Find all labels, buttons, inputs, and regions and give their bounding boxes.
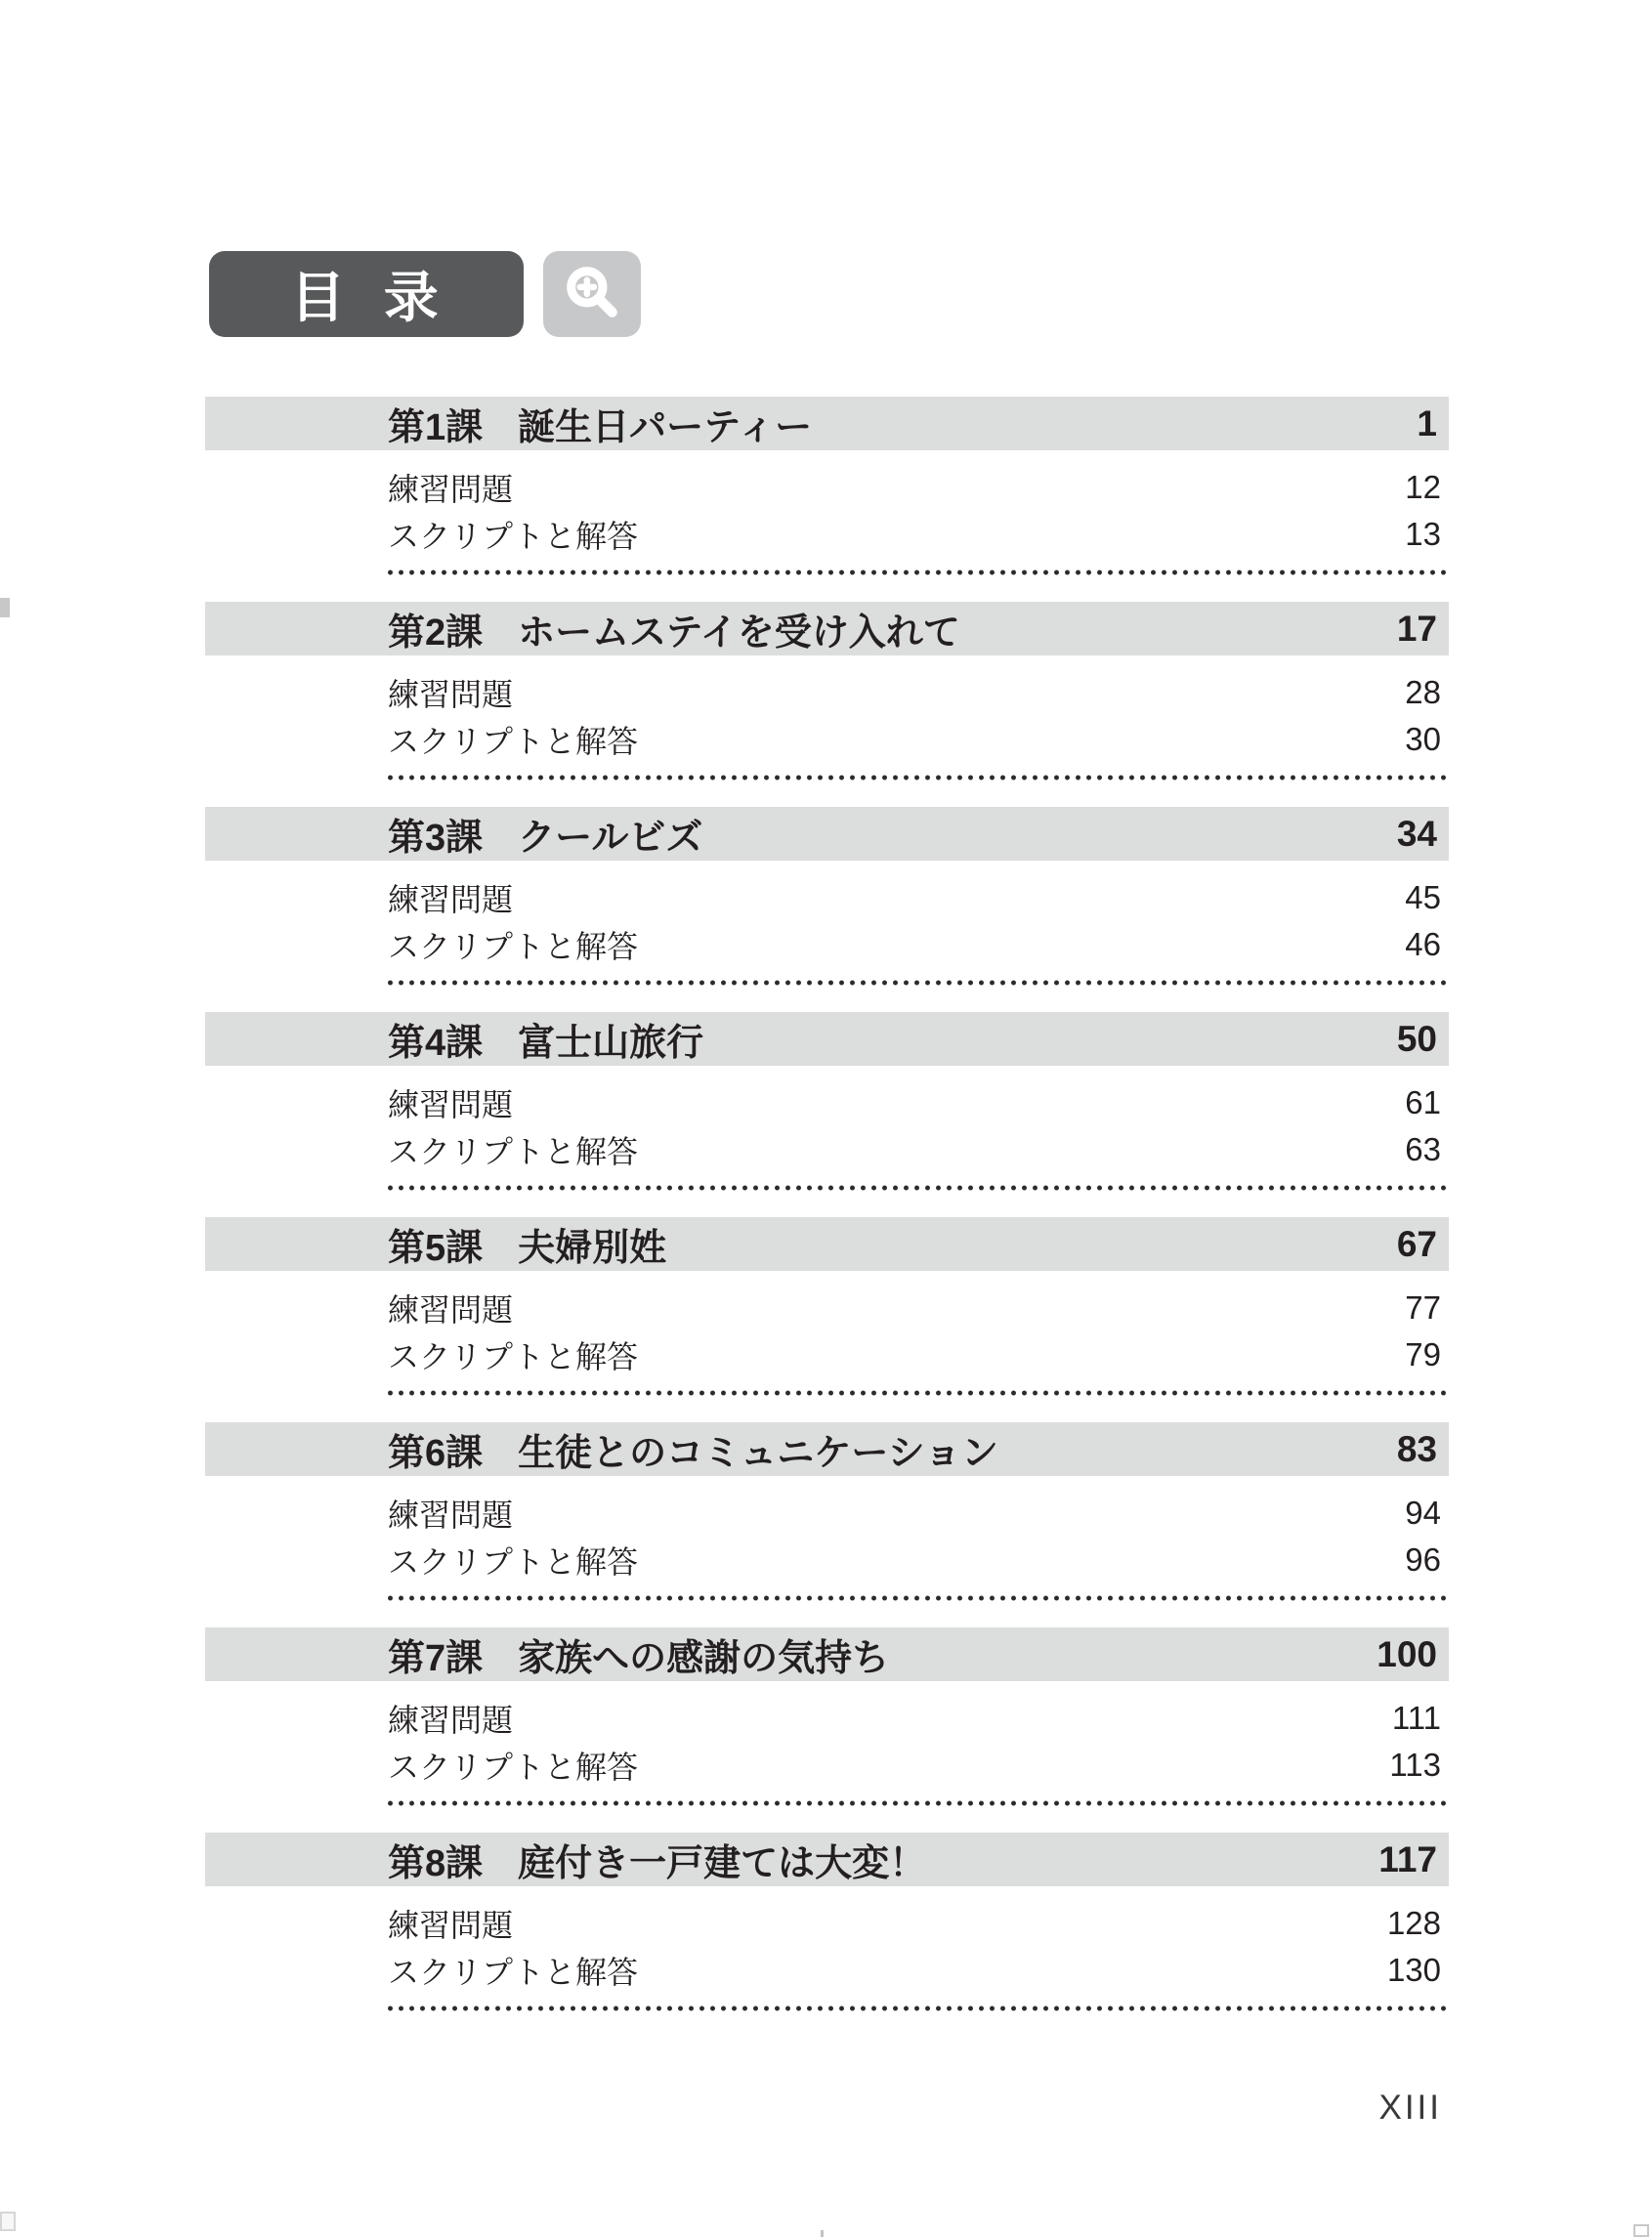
toc-entry	[388, 1695, 1441, 1742]
toc-entry	[388, 1742, 1441, 1789]
folio-page-number: XIII	[1378, 2089, 1442, 2127]
dotted-divider	[388, 980, 1447, 986]
entry-page-number: 30	[1405, 721, 1441, 757]
lesson-page-number: 83	[1396, 1428, 1437, 1469]
magnifier-plus-icon	[562, 262, 622, 327]
lesson-number: 第4課	[388, 1023, 484, 1064]
dotted-divider	[388, 775, 1447, 781]
lesson-page-number: 100	[1377, 1633, 1437, 1674]
section-items	[205, 1681, 1449, 1789]
dotted-divider	[388, 2005, 1447, 2011]
section-header-bar	[205, 1422, 1449, 1476]
entry-label: 練習問題	[388, 1292, 514, 1328]
entry-page-number: 111	[1391, 1700, 1441, 1736]
entry-label: スクリプトと解答	[388, 519, 639, 554]
lesson-title: 家族への感謝の気持ち	[518, 1638, 890, 1679]
section-items	[205, 1886, 1449, 1994]
entry-label: 練習問題	[388, 882, 514, 917]
section-items	[205, 1271, 1449, 1378]
entry-page-number: 45	[1405, 879, 1441, 915]
lesson-title: 富士山旅行	[518, 1023, 704, 1064]
section-header-bar	[205, 1627, 1449, 1681]
section-header-bar	[205, 602, 1449, 655]
toc-section-7	[205, 1627, 1449, 1833]
entry-label: スクリプトと解答	[388, 929, 639, 964]
entry-page-number: 94	[1405, 1495, 1441, 1531]
print-mark	[1633, 2224, 1649, 2237]
lesson-number: 第6課	[388, 1433, 484, 1474]
entry-page-number: 130	[1386, 1952, 1441, 1988]
section-items	[205, 1476, 1449, 1583]
toc-entry	[388, 1490, 1441, 1537]
lesson-title: 夫婦別姓	[518, 1228, 667, 1269]
entry-page-number: 13	[1405, 516, 1441, 552]
lesson-title: 生徒とのコミュニケーション	[518, 1433, 998, 1474]
toc-section-6	[205, 1422, 1449, 1627]
dotted-divider	[388, 570, 1447, 575]
lesson-page-number: 1	[1417, 402, 1437, 443]
entry-label: スクリプトと解答	[388, 1750, 639, 1785]
lesson-number: 第7課	[388, 1638, 484, 1679]
section-items	[205, 1066, 1449, 1173]
print-mark	[821, 2230, 824, 2237]
entry-label: 練習問題	[388, 1498, 514, 1533]
toc-title-badge	[209, 251, 524, 337]
entry-page-number: 46	[1405, 926, 1441, 962]
section-header-bar	[205, 397, 1449, 450]
toc-section-2	[205, 602, 1449, 807]
toc-entry	[388, 1079, 1441, 1126]
toc-entry	[388, 1537, 1441, 1583]
print-mark	[0, 2212, 16, 2231]
lesson-page-number: 50	[1396, 1018, 1437, 1059]
table-of-contents	[205, 397, 1449, 2038]
section-items	[205, 861, 1449, 968]
section-items	[205, 450, 1449, 558]
lesson-title: ホームステイを受け入れて	[518, 612, 960, 654]
toc-entry	[388, 1331, 1441, 1378]
toc-entry	[388, 1285, 1441, 1331]
entry-page-number: 12	[1405, 469, 1441, 505]
lesson-page-number: 67	[1396, 1223, 1437, 1264]
entry-page-number: 79	[1405, 1336, 1441, 1372]
section-header-bar	[205, 807, 1449, 861]
section-header-bar	[205, 1012, 1449, 1066]
print-mark	[0, 598, 10, 617]
toc-entry	[388, 464, 1441, 511]
entry-page-number: 28	[1405, 674, 1441, 710]
lesson-title: 誕生日パーティー	[518, 407, 813, 448]
section-header-bar	[205, 1833, 1449, 1886]
lesson-number: 第1課	[388, 407, 484, 448]
toc-section-8	[205, 1833, 1449, 2038]
entry-label: 練習問題	[388, 1703, 514, 1738]
dotted-divider	[388, 1185, 1447, 1191]
zoom-in-icon-badge	[543, 251, 641, 337]
page-header	[209, 251, 641, 337]
lesson-number: 第8課	[388, 1843, 484, 1884]
entry-page-number: 96	[1405, 1541, 1441, 1578]
section-header-bar	[205, 1217, 1449, 1271]
toc-entry	[388, 1126, 1441, 1173]
entry-page-number: 128	[1386, 1905, 1441, 1941]
entry-label: スクリプトと解答	[388, 1955, 639, 1990]
lesson-number: 第5課	[388, 1228, 484, 1269]
dotted-divider	[388, 1390, 1447, 1396]
section-items	[205, 655, 1449, 763]
entry-page-number: 113	[1389, 1747, 1441, 1783]
entry-label: スクリプトと解答	[388, 1339, 639, 1374]
entry-label: 練習問題	[388, 1087, 514, 1122]
toc-section-5	[205, 1217, 1449, 1422]
lesson-page-number: 117	[1378, 1838, 1437, 1879]
entry-page-number: 61	[1405, 1084, 1441, 1120]
toc-entry	[388, 921, 1441, 968]
dotted-divider	[388, 1595, 1447, 1601]
toc-entry	[388, 716, 1441, 763]
toc-entry	[388, 1947, 1441, 1994]
lesson-title: クールビズ	[518, 818, 703, 859]
dotted-divider	[388, 1800, 1447, 1806]
lesson-page-number: 17	[1396, 608, 1437, 649]
lesson-number: 第2課	[388, 612, 484, 654]
lesson-page-number: 34	[1396, 813, 1437, 854]
page-title: 目 录	[290, 267, 450, 328]
entry-page-number: 77	[1405, 1289, 1441, 1326]
toc-section-4	[205, 1012, 1449, 1217]
lesson-title: 庭付き一戸建ては大変！	[518, 1843, 927, 1884]
entry-label: 練習問題	[388, 472, 514, 507]
toc-entry	[388, 1900, 1441, 1947]
entry-label: スクリプトと解答	[388, 1544, 639, 1580]
entry-page-number: 63	[1405, 1131, 1441, 1167]
entry-label: 練習問題	[388, 1908, 514, 1943]
toc-entry	[388, 874, 1441, 921]
toc-entry	[388, 669, 1441, 716]
lesson-number: 第3課	[388, 818, 484, 859]
entry-label: 練習問題	[388, 677, 514, 712]
toc-entry	[388, 511, 1441, 558]
toc-section-3	[205, 807, 1449, 1012]
entry-label: スクリプトと解答	[388, 724, 639, 759]
entry-label: スクリプトと解答	[388, 1134, 639, 1169]
toc-section-1	[205, 397, 1449, 602]
